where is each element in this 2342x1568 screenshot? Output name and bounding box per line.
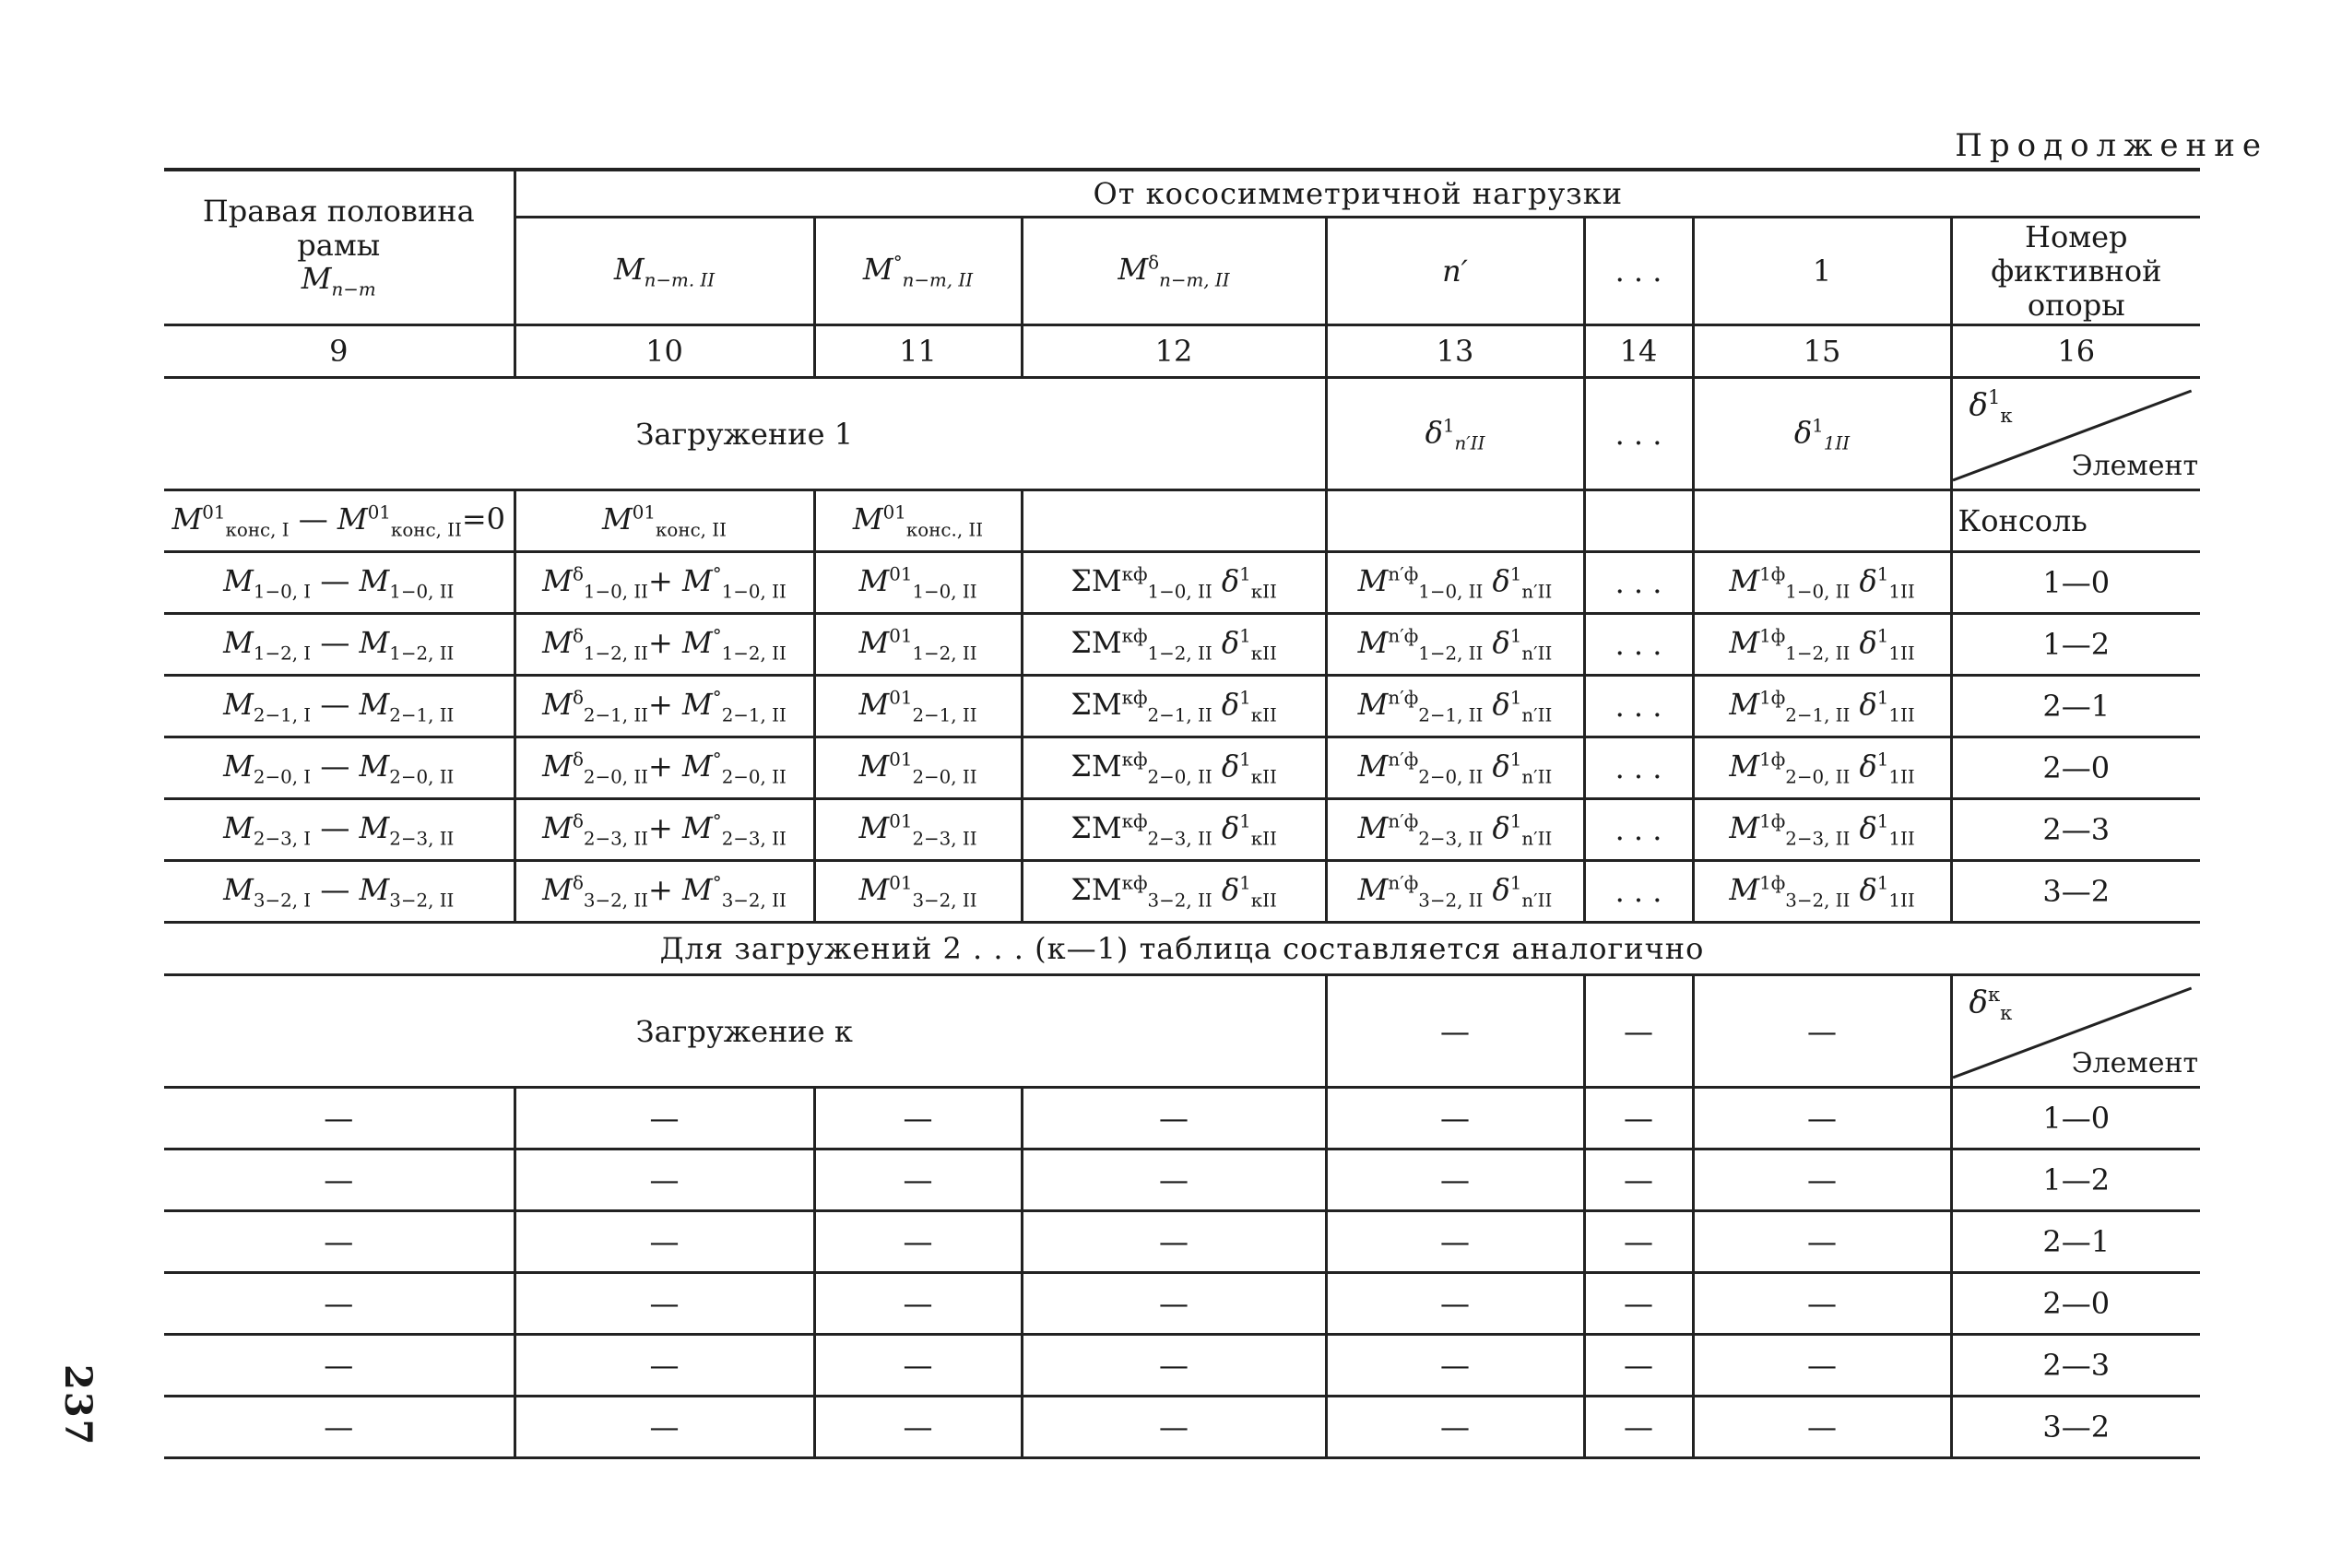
dots-header: . . . [1584,378,1693,490]
c9-cell: $M_{2-1, I}$ — $M_{2-1, II}$ [164,676,515,737]
c9-cell: $M_{3-2, I}$ — $M_{3-2, II}$ [164,861,515,923]
console-c9: $M^{01}_{конс, I}$ — $M^{01}_{конс, II}=0$ [164,490,515,552]
moment-table [164,168,2200,1459]
console-label: Консоль [1951,490,2200,552]
c9-cell: $M_{1-0, I}$ — $M_{1-0, II}$ [164,552,515,614]
c13-cell: $M^{n'ф}_{3-2, II}$ $\delta^1_{n'II}$ [1326,861,1584,923]
c10-cell: $M^\delta_{1-2, II}+ M^\circ_{1-2, II}$ [515,614,814,676]
c11-cell: $M^{01}_{1-2, II}$ [814,614,1022,676]
table-row [164,799,2200,861]
c11-cell: $M^{01}_{2-0, II}$ [814,737,1022,799]
col-number: 11 [814,325,1022,378]
dash-cell: — [1022,1273,1326,1335]
c13-cell: $M^{n'ф}_{1-0, II}$ $\delta^1_{n'II}$ [1326,552,1584,614]
table-row [164,1335,2200,1397]
console-c10: $M^{01}_{конс, II}$ [515,490,814,552]
dash-cell: — [164,1088,515,1149]
dash-cell: — [515,1088,814,1149]
element-cell: 1—0 [1951,552,2200,614]
dash: — [1326,975,1584,1088]
dash: — [1693,975,1951,1088]
dash-cell: — [1022,1211,1326,1273]
dash-cell: — [1693,1211,1951,1273]
element-cell: 2—1 [1951,676,2200,737]
loading-k-rows [164,1088,2200,1458]
loading-1-rows [164,552,2200,923]
table-row [164,614,2200,676]
loading-1-label: Загружение 1 [164,378,1326,490]
c13-cell: $M^{n'ф}_{2-3, II}$ $\delta^1_{n'II}$ [1326,799,1584,861]
element-cell: 1—2 [1951,1149,2200,1211]
c14-cell: . . . [1584,737,1693,799]
header-col14: . . . [1584,218,1693,325]
dash-cell: — [1584,1149,1693,1211]
c12-cell: $\Sigma M^{кф}_{3-2, II}$ $\delta^1_{кII}$ [1022,861,1326,923]
c9-cell: $M_{2-0, I}$ — $M_{2-0, II}$ [164,737,515,799]
dash-cell: — [814,1397,1022,1458]
c12-cell: $\Sigma M^{кф}_{1-0, II}$ $\delta^1_{кII}$ [1022,552,1326,614]
col-number: 12 [1022,325,1326,378]
element-cell: 2—0 [1951,737,2200,799]
dash-cell: — [1326,1149,1584,1211]
dash-cell: — [164,1273,515,1335]
element-cell: 2—1 [1951,1211,2200,1273]
dash-cell: — [814,1273,1022,1335]
dash-cell: — [515,1397,814,1458]
dash-cell: — [515,1149,814,1211]
dash-cell: — [1326,1335,1584,1397]
table-row [164,861,2200,923]
c15-cell: $M^{1ф}_{1-2, II}$ $\delta^1_{1II}$ [1693,614,1951,676]
c10-cell: $M^\delta_{3-2, II}+ M^\circ_{3-2, II}$ [515,861,814,923]
c11-cell: $M^{01}_{2-1, II}$ [814,676,1022,737]
c15-cell: $M^{1ф}_{3-2, II}$ $\delta^1_{1II}$ [1693,861,1951,923]
header-col16: Номер фиктивной опоры [1951,218,2200,325]
c10-cell: $M^\delta_{2-1, II}+ M^\circ_{2-1, II}$ [515,676,814,737]
element-cell: 2—3 [1951,799,2200,861]
element-cell: 1—2 [1951,614,2200,676]
c12-cell: $\Sigma M^{кф}_{2-3, II}$ $\delta^1_{кII}$ [1022,799,1326,861]
loading-k-label: Загружение к [164,975,1326,1088]
corner-cell-k: $\delta^к_к$ Элемент [1951,975,2200,1088]
dash-cell: — [1693,1273,1951,1335]
dash-cell: — [1022,1335,1326,1397]
dash-cell: — [515,1211,814,1273]
c14-cell: . . . [1584,799,1693,861]
c15-cell: $M^{1ф}_{2-1, II}$ $\delta^1_{1II}$ [1693,676,1951,737]
dash-cell: — [1022,1088,1326,1149]
dash-cell: — [1584,1211,1693,1273]
dash-cell: — [1693,1335,1951,1397]
c9-cell: $M_{1-2, I}$ — $M_{1-2, II}$ [164,614,515,676]
dash-cell: — [1022,1149,1326,1211]
dash-cell: — [1693,1397,1951,1458]
dash-cell: — [1022,1397,1326,1458]
table-row [164,1088,2200,1149]
table-row [164,676,2200,737]
dash-cell: — [1693,1149,1951,1211]
header-col15: 1 [1693,218,1951,325]
element-cell: 2—0 [1951,1273,2200,1335]
delta-1-header: $\delta^1_{1II}$ [1693,378,1951,490]
c15-cell: $M^{1ф}_{2-3, II}$ $\delta^1_{1II}$ [1693,799,1951,861]
element-label: Элемент [2071,1047,2199,1080]
dash-cell: — [1326,1273,1584,1335]
c10-cell: $M^\delta_{2-0, II}+ M^\circ_{2-0, II}$ [515,737,814,799]
dash-cell: — [1326,1211,1584,1273]
corner-cell-1: $\delta^1_к$ Элемент [1951,378,2200,490]
element-cell: 2—3 [1951,1335,2200,1397]
dash-cell: — [1693,1088,1951,1149]
c13-cell: $M^{n'ф}_{2-0, II}$ $\delta^1_{n'II}$ [1326,737,1584,799]
c10-cell: $M^\delta_{1-0, II}+ M^\circ_{1-0, II}$ [515,552,814,614]
table-row [164,1397,2200,1458]
dash-cell: — [814,1335,1022,1397]
table-row [164,1273,2200,1335]
dash-cell: — [164,1335,515,1397]
dash-cell: — [515,1273,814,1335]
c15-cell: $M^{1ф}_{2-0, II}$ $\delta^1_{1II}$ [1693,737,1951,799]
col-number: 13 [1326,325,1584,378]
page-number: 237 [56,1364,100,1447]
c9-cell: $M_{2-3, I}$ — $M_{2-3, II}$ [164,799,515,861]
delta-n-header: $\delta^1_{n'II}$ [1326,378,1584,490]
c12-cell: $\Sigma M^{кф}_{2-1, II}$ $\delta^1_{кII}$ [1022,676,1326,737]
dash-cell: — [1326,1397,1584,1458]
c10-cell: $M^\delta_{2-3, II}+ M^\circ_{2-3, II}$ [515,799,814,861]
col-number: 15 [1693,325,1951,378]
dash-cell: — [1584,1397,1693,1458]
element-cell: 1—0 [1951,1088,2200,1149]
c11-cell: $M^{01}_{3-2, II}$ [814,861,1022,923]
continuation-label: Продолжение [1955,127,2268,164]
c14-cell: . . . [1584,552,1693,614]
table-row [164,552,2200,614]
table-row [164,737,2200,799]
group-title: От кососимметричной нагрузки [515,170,2200,218]
table-row [164,1149,2200,1211]
header-right-half: Правая половина рамы $M_{n-m}$ [164,170,515,325]
c11-cell: $M^{01}_{2-3, II}$ [814,799,1022,861]
note-text: Для загружений 2 . . . (к—1) таблица составляется аналогично [164,923,2200,975]
console-c11: $M^{01}_{конс., II}$ [814,490,1022,552]
c11-cell: $M^{01}_{1-0, II}$ [814,552,1022,614]
dash-cell: — [1584,1273,1693,1335]
col-number: 16 [1951,325,2200,378]
header-col10: $M_{n-m. II}$ [515,218,814,325]
dash-cell: — [814,1211,1022,1273]
dash-cell: — [814,1088,1022,1149]
header-col11: $M^\circ_{n-m, II}$ [814,218,1022,325]
table-row [164,1211,2200,1273]
dash-cell: — [515,1335,814,1397]
header-col13: n′ [1326,218,1584,325]
dash-cell: — [164,1211,515,1273]
c14-cell: . . . [1584,614,1693,676]
dash-cell: — [814,1149,1022,1211]
dash-cell: — [164,1149,515,1211]
dash: — [1584,975,1693,1088]
dash-cell: — [164,1397,515,1458]
dash-cell: — [1326,1088,1584,1149]
element-label: Элемент [2071,450,2199,483]
c12-cell: $\Sigma M^{кф}_{1-2, II}$ $\delta^1_{кII}$ [1022,614,1326,676]
c14-cell: . . . [1584,861,1693,923]
c13-cell: $M^{n'ф}_{1-2, II}$ $\delta^1_{n'II}$ [1326,614,1584,676]
header-col12: $M^\delta_{n-m, II}$ [1022,218,1326,325]
element-cell: 3—2 [1951,861,2200,923]
element-cell: 3—2 [1951,1397,2200,1458]
c12-cell: $\Sigma M^{кф}_{2-0, II}$ $\delta^1_{кII}$ [1022,737,1326,799]
col-number: 14 [1584,325,1693,378]
dash-cell: — [1584,1335,1693,1397]
c13-cell: $M^{n'ф}_{2-1, II}$ $\delta^1_{n'II}$ [1326,676,1584,737]
c14-cell: . . . [1584,676,1693,737]
dash-cell: — [1584,1088,1693,1149]
col-number: 10 [515,325,814,378]
col-number: 9 [164,325,515,378]
c15-cell: $M^{1ф}_{1-0, II}$ $\delta^1_{1II}$ [1693,552,1951,614]
